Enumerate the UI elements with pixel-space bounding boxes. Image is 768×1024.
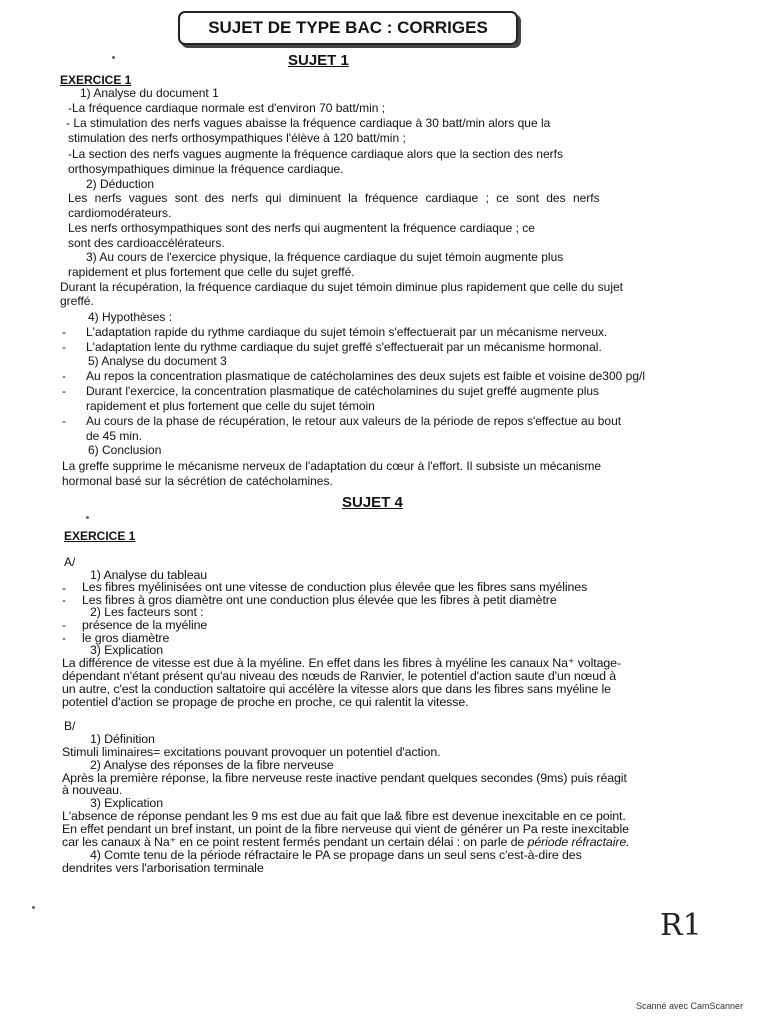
bullet-dash: - [62, 340, 66, 354]
text-line: B/ [64, 719, 76, 733]
scan-speck [86, 516, 89, 519]
text-line: 1) Analyse du tableau [90, 568, 208, 582]
text-line: L'adaptation lente du rythme cardiaque du sujet greffé s'effectuerait par un mécanisme hormonal. [86, 340, 602, 354]
text-line: L'absence de réponse pendant les 9 ms est due au fait que la& fibre est devenue inexcitable en ce point. [62, 809, 626, 823]
text-line: sont des cardioaccélérateurs. [68, 236, 225, 250]
bullet-dash: - [62, 581, 66, 595]
text-line: 1) Définition [90, 732, 155, 746]
text-line: 3) Explication [90, 643, 163, 657]
bullet-dash: - [62, 618, 66, 632]
sujet-1-heading: SUJET 1 [288, 52, 349, 69]
text-line: Les fibres à gros diamètre ont une conduction plus élevée que les fibres à petit diamètre [82, 593, 557, 607]
text-line: 4) Hypothèses : [88, 310, 173, 324]
text-line: 5) Analyse du document 3 [88, 354, 227, 368]
text-line: Durant l'exercice, la concentration plasmatique de catécholamines du sujet greffé augmente plus [86, 384, 600, 398]
text-line: - La stimulation des nerfs vagues abaisse la fréquence cardiaque à 30 batt/min alors que la [66, 116, 551, 130]
text-line: cardiomodérateurs. [68, 206, 172, 220]
text-line: A/ [64, 555, 76, 569]
text-line: orthosympathiques diminue la fréquence cardiaque. [68, 162, 344, 176]
text-line: Les fibres myélinisées ont une vitesse de conduction plus élevée que les fibres sans myélines [82, 580, 588, 594]
text-line: un autre, c'est la conduction saltatoire qui accélère la vitesse alors que dans les fibres sans myéline le [62, 682, 611, 696]
sujet-1-exercise-label: EXERCICE 1 [60, 73, 132, 87]
text-line: -La fréquence cardiaque normale est d'environ 70 batt/min ; [68, 101, 386, 115]
text-line: 3) Au cours de l'exercice physique, la fréquence cardiaque du sujet témoin augmente plus [86, 250, 564, 264]
text-line: dépendant n'étant présent qu'au niveau des nœuds de Ranvier, le potentiel d'action saute d'un nœud à [62, 669, 616, 683]
text-line: 1) Analyse du document 1 [80, 86, 219, 100]
text-line: Stimuli liminaires= excitations pouvant provoquer un potentiel d'action. [62, 745, 441, 759]
bullet-dash: - [62, 593, 66, 607]
text-line: rapidement et plus fortement que celle du sujet greffé. [68, 265, 355, 279]
text-line: L'adaptation rapide du rythme cardiaque du sujet témoin s'effectuerait par un mécanisme nerveux. [86, 325, 608, 339]
page-title: SUJET DE TYPE BAC : CORRIGES [178, 11, 518, 45]
handwritten-signature: R1 [660, 908, 702, 943]
text-line: Les nerfs orthosympathiques sont des nerfs qui augmentent la fréquence cardiaque ; ce [68, 221, 535, 235]
text-line: potentiel d'action se propage de proche en proche, ce qui ralentit la vitesse. [62, 695, 469, 709]
text-line: En effet pendant un bref instant, un point de la fibre nerveuse qui vient de générer un Pa reste inexcitable [62, 822, 629, 836]
text-line: Les nerfs vagues sont des nerfs qui diminuent la fréquence cardiaque ; ce sont des nerfs [68, 191, 600, 205]
text-line: de 45 min. [86, 429, 143, 443]
text-line: 4) Comte tenu de la période réfractaire le PA se propage dans un seul sens c'est-à-dire des [90, 848, 582, 862]
text-line: Au cours de la phase de récupération, le retour aux valeurs de la période de repos s'effectue au bout [86, 414, 622, 428]
text-line: présence de la myéline [82, 618, 208, 632]
text-line: stimulation des nerfs orthosympathiques l'élève à 120 batt/min ; [68, 131, 406, 145]
text-line: 2) Analyse des réponses de la fibre nerveuse [90, 758, 334, 772]
text-line: Au repos la concentration plasmatique de catécholamines des deux sujets est faible et voisine de300 pg/l [86, 369, 646, 383]
bullet-dash: - [62, 369, 66, 383]
bullet-dash: - [62, 414, 66, 428]
scan-speck [112, 56, 115, 59]
sujet-4-heading: SUJET 4 [342, 494, 403, 511]
scanner-watermark: Scanné avec CamScanner [636, 1001, 744, 1011]
bullet-dash: - [62, 384, 66, 398]
text-line: le gros diamètre [82, 631, 170, 645]
text-line: 2) Déduction [86, 177, 155, 191]
text-line: à nouveau. [62, 783, 123, 797]
bullet-dash: - [62, 325, 66, 339]
text-line: La greffe supprime le mécanisme nerveux de l'adaptation du cœur à l'effort. Il subsiste un mécanisme [62, 459, 602, 473]
text-line: 6) Conclusion [88, 443, 162, 457]
bullet-dash: - [62, 631, 66, 645]
text-line: dendrites vers l'arborisation terminale [62, 861, 264, 875]
text-line: 2) Les facteurs sont : [90, 605, 204, 619]
text-span: car les canaux à Na⁺ en ce point restent fermés pendant un certain délai : on parle de [62, 835, 528, 849]
text-line: hormonal basé sur la sécrétion de catécholamines. [62, 474, 333, 488]
text-line: Durant la récupération, la fréquence cardiaque du sujet témoin diminue plus rapidement que celle du sujet [60, 280, 624, 294]
text-line: La différence de vitesse est due à la myéline. En effet dans les fibres à myéline les canaux Na⁺ voltage- [62, 656, 621, 670]
text-line: greffé. [60, 294, 94, 308]
sujet-4-exercise-label: EXERCICE 1 [64, 529, 136, 543]
text-line: 3) Explication [90, 796, 163, 810]
italic-term: période réfractaire. [527, 835, 630, 849]
scan-speck [32, 906, 35, 909]
text-line: -La section des nerfs vagues augmente la fréquence cardiaque alors que la section des nerfs [68, 147, 563, 161]
text-line: Après la première réponse, la fibre nerveuse reste inactive pendant quelques secondes (9ms) puis réagit [62, 771, 627, 785]
text-line: rapidement et plus fortement que celle du sujet témoin [86, 399, 375, 413]
